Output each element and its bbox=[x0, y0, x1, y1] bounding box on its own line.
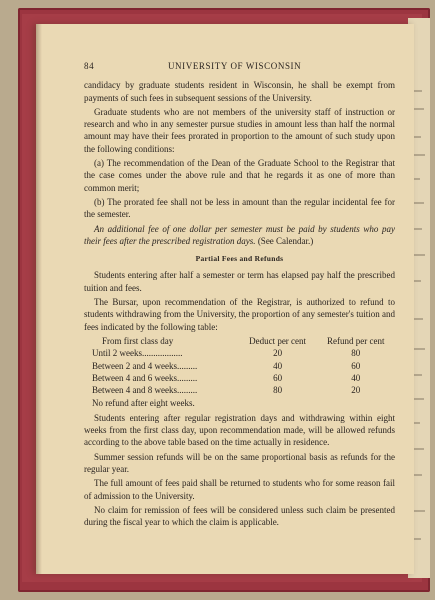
header-refund: Refund per cent bbox=[327, 335, 385, 346]
header-period: From first class day bbox=[102, 335, 174, 346]
row-deduct: 60 bbox=[273, 372, 283, 383]
row-refund: 60 bbox=[351, 360, 361, 371]
row-refund: 20 bbox=[351, 385, 361, 396]
row-deduct: 40 bbox=[273, 360, 283, 371]
refund-table-header bbox=[84, 335, 395, 347]
table-row bbox=[84, 347, 395, 359]
row-deduct: 80 bbox=[273, 385, 283, 396]
row-period: Until 2 weeks.................. bbox=[92, 348, 183, 359]
late-fee-note bbox=[84, 223, 395, 248]
row-period: Between 2 and 4 weeks......... bbox=[92, 360, 198, 371]
page-text bbox=[84, 60, 395, 530]
paragraph: Summer session refunds will be on the same proportional basis as refunds for the regular year. bbox=[84, 451, 395, 474]
paragraph: The Bursar, upon recommendation of the Registrar, is authorized to refund to students withdrawing from the University, the proportion of any semester's tuition and fees indicated by the following table: bbox=[84, 297, 395, 332]
row-period: Between 4 and 8 weeks......... bbox=[92, 385, 198, 396]
header-deduct: Deduct per cent bbox=[249, 335, 307, 346]
running-title: UNIVERSITY OF WISCONSIN bbox=[167, 61, 302, 71]
table-row bbox=[84, 360, 395, 372]
late-fee-tail: (See Calendar.) bbox=[257, 235, 314, 246]
refund-table bbox=[84, 335, 395, 396]
paragraph: No claim for remission of fees will be considered unless such claim be presented during the fiscal year to which the claim is applicable. bbox=[84, 504, 395, 528]
row-period: Between 4 and 6 weeks......... bbox=[92, 372, 198, 383]
paragraph: (a) The recommendation of the Dean of the Graduate School to the Registrar that the case comes under the above rule and that he regards it as one of more than common merit; bbox=[84, 158, 395, 193]
paragraph: Graduate students who are not members of the university staff of instruction or research and who in any semester pursue studies in amount less than half the normal amount may have their fees prorated in proportion to the amount of such study upon the following conditions: bbox=[84, 106, 395, 154]
running-header bbox=[84, 60, 395, 72]
page-fold-shadow bbox=[36, 24, 42, 574]
paragraph: The full amount of fees paid shall be returned to students who for some reason fail of admission to the University. bbox=[84, 478, 395, 501]
table-row bbox=[84, 372, 395, 384]
row-refund: 80 bbox=[351, 348, 361, 359]
page-number: 84 bbox=[84, 61, 95, 71]
paragraph: candidacy by graduate students resident in Wisconsin, he shall be exempt from payments of such fees in subsequent sessions of the University. bbox=[84, 80, 395, 103]
paragraph: (b) The prorated fee shall not be less in amount than the regular incidental fee for the semester. bbox=[84, 196, 395, 220]
table-row bbox=[84, 384, 395, 396]
row-deduct: 20 bbox=[273, 348, 283, 359]
refund-footnote: No refund after eight weeks. bbox=[92, 398, 195, 409]
row-refund: 40 bbox=[351, 372, 361, 383]
paragraph: Students entering after half a semester or term has elapsed pay half the prescribed tuition and fees. bbox=[84, 270, 395, 293]
late-fee-italic: An additional fee of one dollar per semester must be paid by students who pay their fees after the prescribed registration days. bbox=[84, 223, 395, 246]
paragraph: Students entering after regular registration days and withdrawing within eight weeks from the first class day, upon recommendation made, will be allowed refunds according to the above table based on the time actually in residence. bbox=[84, 412, 395, 448]
section-title: Partial Fees and Refunds bbox=[195, 254, 284, 264]
